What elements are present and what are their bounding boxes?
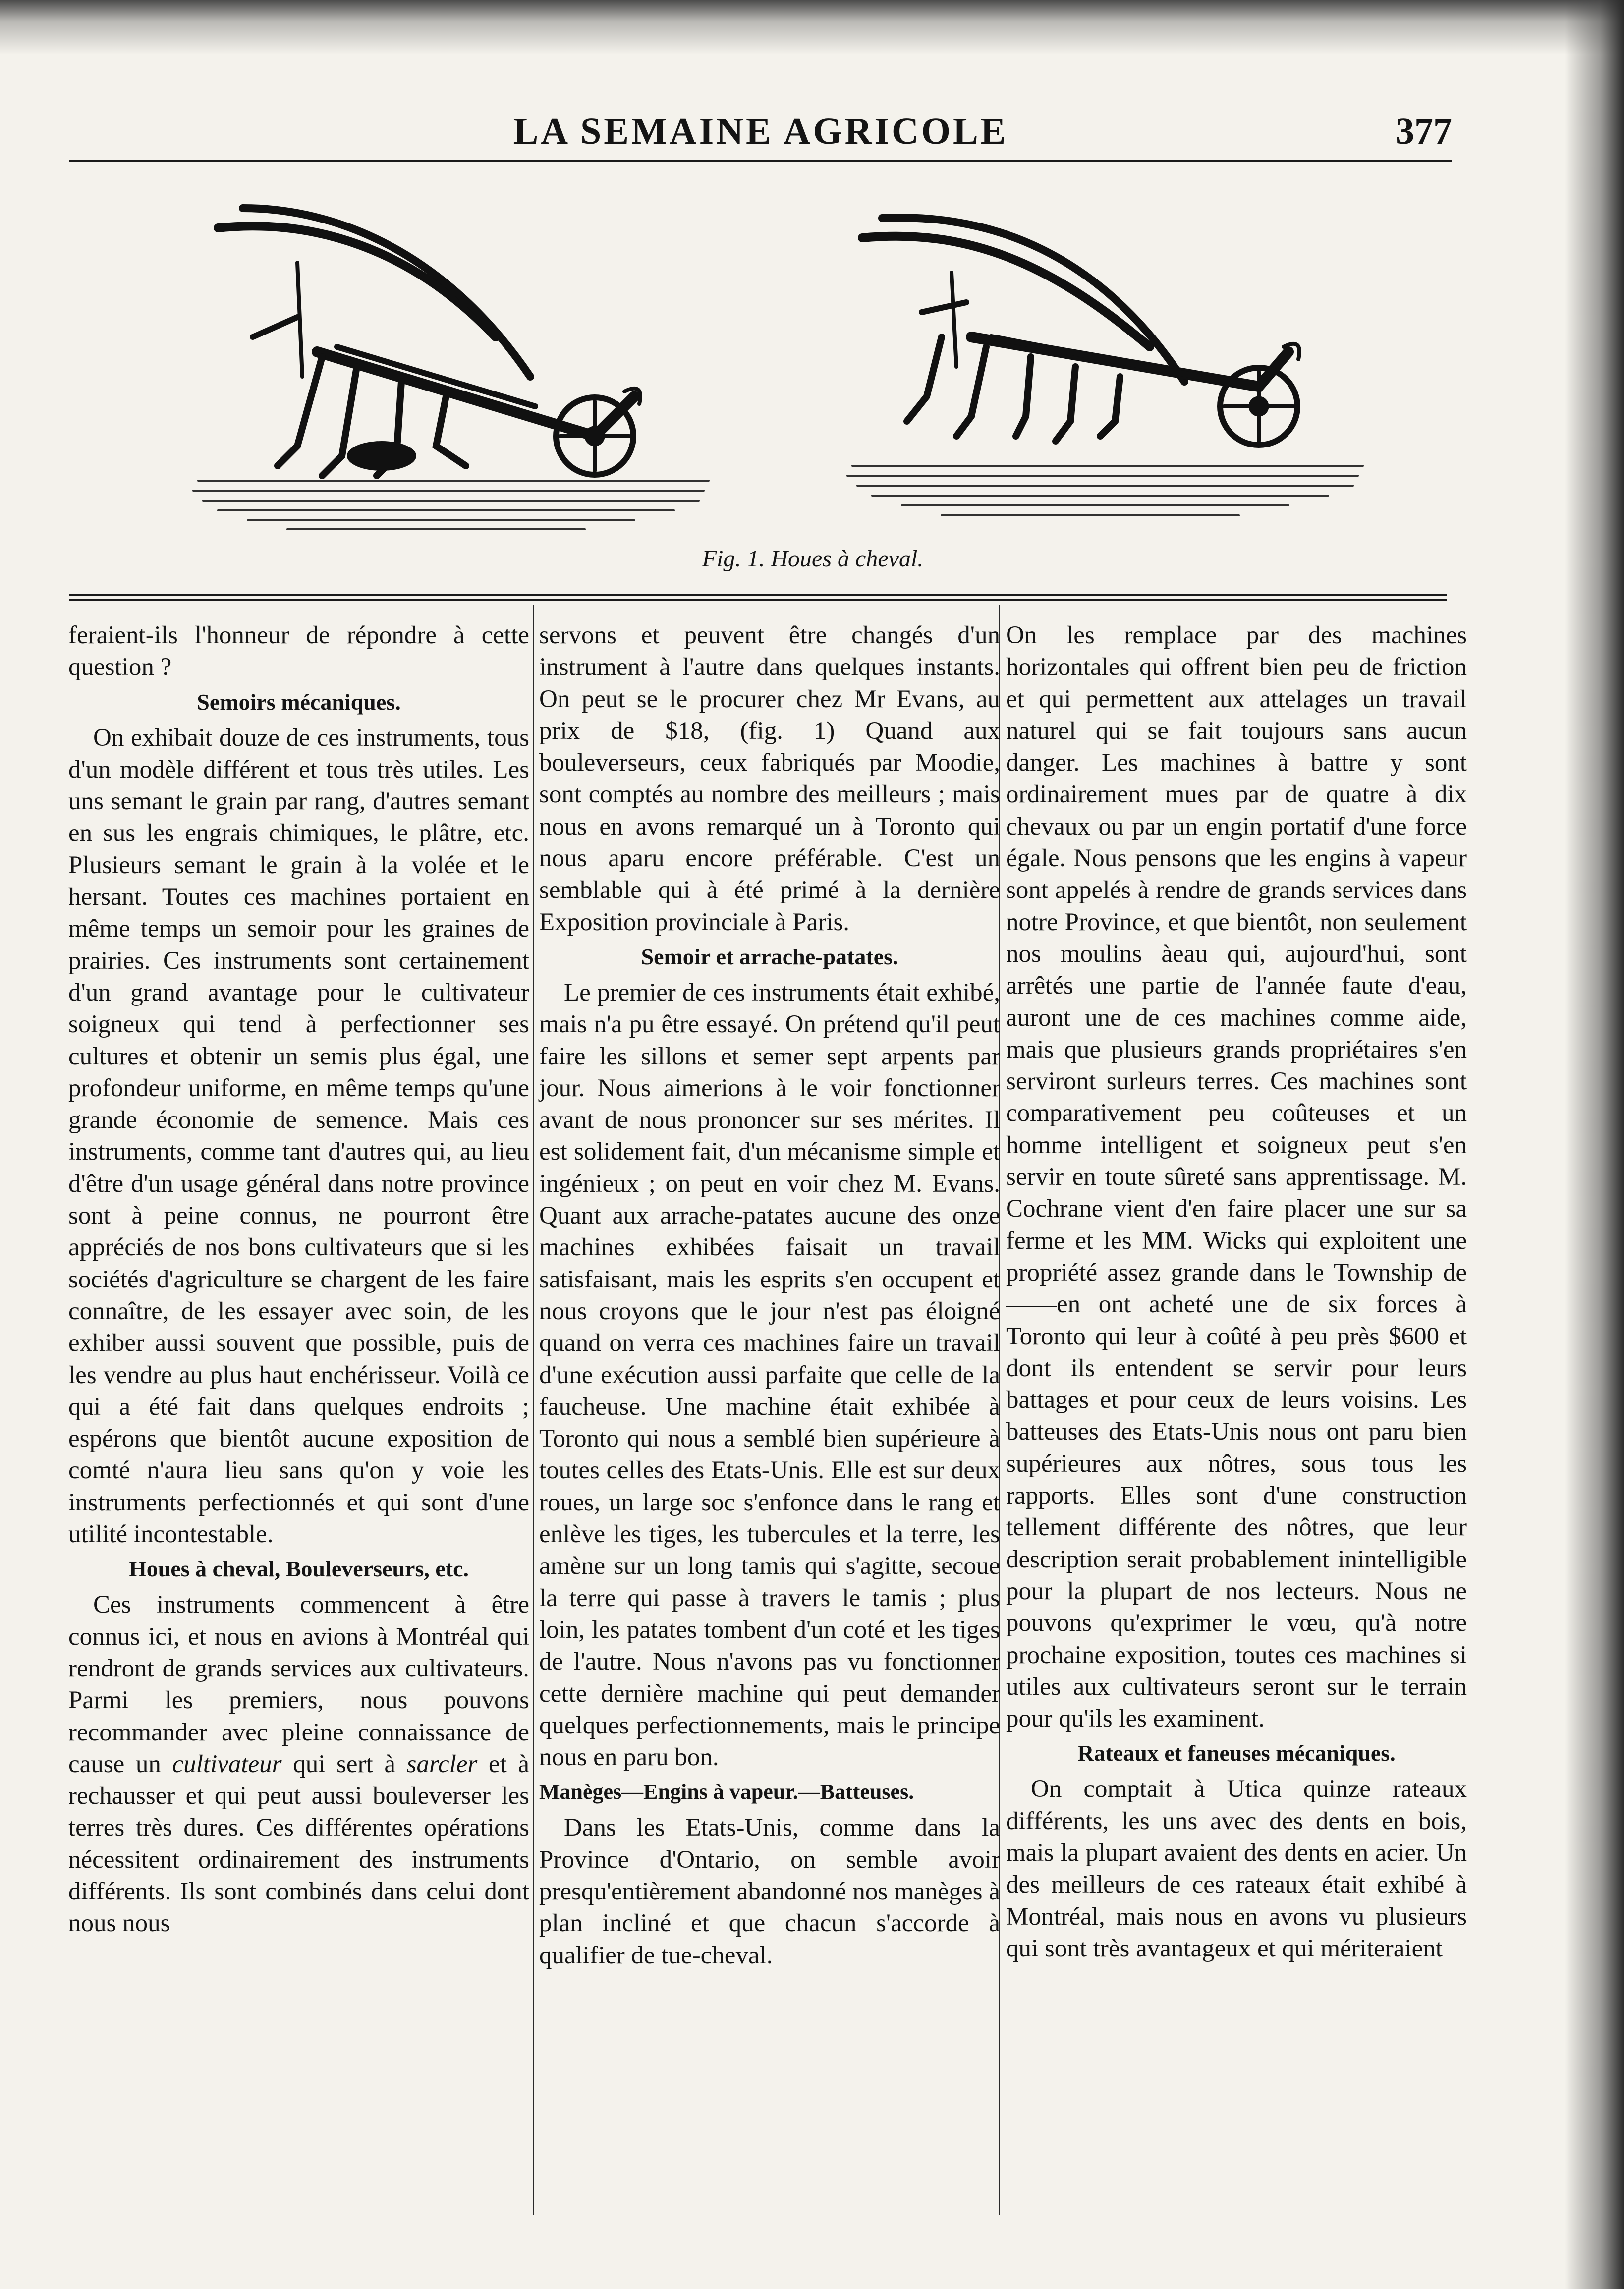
paragraph: On les remplace par des machines horizontales qui offrent bien peu de friction et qui permettent aux attelages un travail naturel qui se fait toujours sans aucun danger. Les machines à battre y sont ordinairement mues par de quatre à dix chevaux ou par un engin portatif d'une force égale. Nous pensons que les engins à vapeur sont appelés à rendre de grands services dans notre Province, et que bientôt, non seulement nos moulins àeau qui, aujourd'hui, sont arrêtés une partie de l'année faute d'eau, auront une de ces machines comme aide, mais que plusieurs grands propriétaires s'en serviront surleurs terres. Ces machines sont comparativement peu coûteuses et un homme intelligent et soigneux peut s'en servir en toute sûreté sans apprentissage. M. Cochrane vient d'en faire placer une sur sa ferme et les MM. Wicks qui exploitent une propriété assez grande dans le Township de——en ont acheté une de six forces à Toronto qui leur à coûté à peu près $600 et dont ils entendent se servir pour leurs battages et pour ceux de leurs voisins. Les batteuses des Etats-Unis nous ont paru bien supérieures aux nôtres, sous tous les rapports. Elles sont d'une construction tellement différente des nôtres, que leur description serait probablement inintelligible pour la plupart de nos lecteurs. Nous ne pouvons qu'exprimer le vœu, qu'à notre prochaine exposition, toutes ces machines si utiles aux cultivateurs seront sur le terrain pour qu'ils les examinent. xyxy=(1006,621,1467,1733)
page-number: 377 xyxy=(1396,111,1452,152)
figure-caption: Fig. 1. Houes à cheval. xyxy=(702,546,924,572)
paragraph: Dans les Etats-Unis, comme dans la Province d'Ontario, on semble avoir presqu'entièrement abandonné nos manèges à plan incliné et que chacun s'accorde à qualifier de tue-cheval. xyxy=(539,1814,1000,1969)
figure-rule xyxy=(69,594,1447,601)
horse-hoe-illustration-left xyxy=(188,188,733,535)
section-heading-semoir-arrache: Semoir et arrache-patates. xyxy=(641,944,898,969)
section-heading-semoirs: Semoirs mécaniques. xyxy=(197,689,401,715)
scan-edge-right xyxy=(1565,0,1624,2289)
paragraph: Le premier de ces instruments était exhibé, mais n'a pu être essayé. On prétend qu'il peut faire les sillons et semer sept arpents par jour. Nous aimerions à le voir fonctionner avant de nous prononcer sur ses mérites. Il est solidement fait, d'un mécanisme simple et ingénieux ; on peut en voir chez M. Evans. Quant aux arrache-patates aucune des onze machines exhibées faisait un travail satisfaisant, mais les esprits s'en occupent et nous croyons que le jour n'est pas éloigné quand on verra ces machines faire un travail d'une exécution aussi parfaite que celle de la faucheuse. Une machine était exhibée à Toronto qui nous a semblé bien supérieure à toutes celles des Etats-Unis. Elle est sur deux roues, un large soc s'enfonce dans le rang et enlève les tiges, les tubercules et la terre, les amène sur un long tamis qui s'agitte, secoue la terre qui passe à travers le tamis ; plus loin, les patates tombent d'un coté et les tiges de l'autre. Nous n'avons pas vu fonctionner cette dernière machine qui peut demander quelques perfectionnements, mais le principe nous en paru bon. xyxy=(539,978,1000,1772)
text-run: et à rechausser et qui peut aussi bouleverser les terres très dures. Ces différentes opérations nécessitent ordinairement des instruments différents. Ils sont combinés dans celui dont nous nous xyxy=(68,1750,530,1938)
italic-term: sarcler xyxy=(406,1750,478,1778)
section-heading-houes: Houes à cheval, Bouleverseurs, etc. xyxy=(128,1556,469,1582)
column-1 xyxy=(68,619,529,1940)
paragraph xyxy=(68,1589,529,1939)
text-run: qui sert à xyxy=(293,1750,395,1778)
horse-hoe-illustration-right xyxy=(842,188,1388,535)
italic-term: cultivateur xyxy=(172,1750,282,1778)
paragraph: On exhibait douze de ces instruments, tous d'un modèle différent et tous très utiles. Les uns semant le grain par rang, d'autres semant en sus les engrais chimiques, le plâtre, etc. Plusieurs semant le grain à la volée et le hersant. Toutes ces machines portaient en même temps un semoir pour les graines de prairies. Ces instruments sont certainement d'un grand avantage pour le cultivateur soigneux qui tend à perfectionner ses cultures et obtenir un semis plus égal, une profondeur uniforme, en même temps qu'une grande économie de semence. Mais ces instruments, comme tant d'autres qui, au lieu d'être d'un usage général dans notre province sont à peine connus, ne pourront être appréciés de nos bons cultivateurs que si les sociétés d'agriculture se chargent de les faire connaître, de les essayer avec soin, de les exhiber aussi souvent que possible, puis de les vendre au plus haut enchérisseur. Voilà ce qui a été fait dans quelques endroits ; espérons que bientôt aucune exposition de comté n'aura lieu sans qu'on y voie les instruments perfectionnés et qui sont d'une utilité incontestable. xyxy=(68,724,529,1549)
paragraph: feraient-ils l'honneur de répondre à cette question ? xyxy=(68,621,529,681)
header-rule xyxy=(69,160,1452,162)
section-heading-rateaux: Rateaux et faneuses mécaniques. xyxy=(1077,1740,1396,1766)
section-heading-maneges: Manèges—Engins à vapeur.—Batteuses. xyxy=(539,1780,914,1804)
journal-title: LA SEMAINE AGRICOLE xyxy=(513,111,1008,152)
column-2 xyxy=(539,619,1000,1971)
column-3 xyxy=(1006,619,1467,1964)
text-run: Ces instruments commencent à être connus ici, et nous en avions à Montréal qui rendront de grands services aux cultivateurs. Parmi les premiers, nous pouvons recommander avec pleine connaissance de cause un xyxy=(68,1591,529,1778)
scan-edge-top xyxy=(0,0,1624,55)
figure-horse-hoes xyxy=(188,188,1437,585)
paragraph: On comptait à Utica quinze rateaux différents, les uns avec des dents en bois, mais la plupart avaient des dents en acier. Un des meilleurs de ces rateaux était exhibé à Montréal, mais nous en avons vu plusieurs qui sont très avantageux et qui mériteraient xyxy=(1006,1775,1467,1962)
running-head xyxy=(69,110,1452,157)
paragraph: servons et peuvent être changés d'un instrument à l'autre dans quelques instants. On peut se le procurer chez Mr Evans, au prix de $18, (fig. 1) Quand aux bouleverseurs, ceux fabriqués par Moodie, sont comptés au nombre des meilleurs ; mais nous en avons remarqué un à Toronto qui nous aparu encore préférable. C'est un semblable qui à été primé à la dernière Exposition provinciale à Paris. xyxy=(539,621,1000,936)
column-divider xyxy=(533,605,534,2215)
